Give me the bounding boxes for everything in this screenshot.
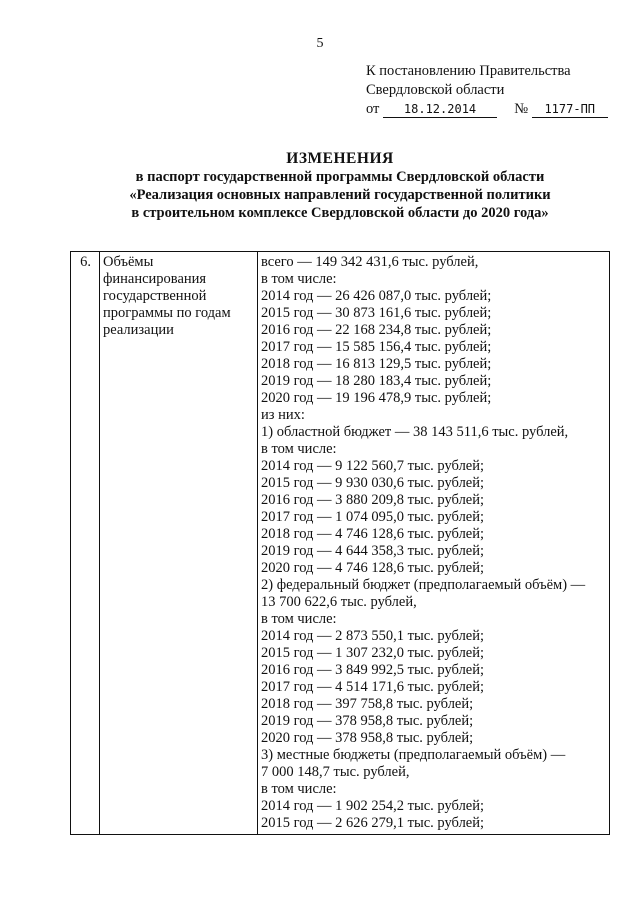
annex-from-label: от	[366, 101, 380, 117]
annex-number-label: №	[514, 101, 529, 117]
heading-line-1: в паспорт государственной программы Свердловской области	[135, 169, 545, 185]
funding-line: 2020 год — 4 746 128,6 тыс. рублей;	[261, 560, 485, 576]
funding-line: 2015 год — 9 930 030,6 тыс. рублей;	[261, 475, 485, 491]
funding-line: 2015 год — 2 626 279,1 тыс. рублей;	[261, 815, 485, 831]
funding-line: из них:	[261, 407, 305, 423]
row-values-cell	[258, 252, 610, 835]
funding-line: 2014 год — 26 426 087,0 тыс. рублей;	[261, 288, 492, 304]
table-row	[71, 252, 610, 835]
funding-line: в том числе:	[261, 781, 337, 797]
funding-line: 2016 год — 22 168 234,8 тыс. рублей;	[261, 322, 492, 338]
funding-line: 2019 год — 378 958,8 тыс. рублей;	[261, 713, 474, 729]
funding-line: 7 000 148,7 тыс. рублей,	[261, 764, 410, 780]
funding-line: 2017 год — 4 514 171,6 тыс. рублей;	[261, 679, 485, 695]
heading-line-3: в строительном комплексе Свердловской области до 2020 года»	[131, 205, 549, 221]
funding-line: в том числе:	[261, 611, 337, 627]
annex-date-line	[366, 100, 608, 119]
heading-title: ИЗМЕНЕНИЯ	[286, 150, 394, 167]
funding-line: 2018 год — 397 758,8 тыс. рублей;	[261, 696, 474, 712]
funding-line: в том числе:	[261, 441, 337, 457]
funding-line: 2015 год — 1 307 232,0 тыс. рублей;	[261, 645, 485, 661]
heading-line-2: «Реализация основных направлений государственной политики	[129, 187, 551, 203]
funding-line: 2014 год — 1 902 254,2 тыс. рублей;	[261, 798, 485, 814]
funding-line: в том числе:	[261, 271, 337, 287]
annex-line-1: К постановлению Правительства	[366, 63, 571, 79]
funding-line: 2017 год — 15 585 156,4 тыс. рублей;	[261, 339, 492, 355]
funding-line: 13 700 622,6 тыс. рублей,	[261, 594, 417, 610]
document-heading	[60, 150, 620, 222]
row-number-cell: 6.	[71, 252, 100, 835]
funding-line: 2) федеральный бюджет (предполагаемый объём) —	[261, 577, 586, 593]
funding-line: всего — 149 342 431,6 тыс. рублей,	[261, 254, 479, 270]
funding-line: 2019 год — 18 280 183,4 тыс. рублей;	[261, 373, 492, 389]
annex-number: 1177-ПП	[532, 102, 608, 118]
funding-line: 2020 год — 19 196 478,9 тыс. рублей;	[261, 390, 492, 406]
funding-line: 2017 год — 1 074 095,0 тыс. рублей;	[261, 509, 485, 525]
funding-line: 3) местные бюджеты (предполагаемый объём) —	[261, 747, 566, 763]
funding-line: 2014 год — 2 873 550,1 тыс. рублей;	[261, 628, 485, 644]
page-number: 5	[316, 36, 324, 51]
row-name-cell: Объёмы финансирования государственной программы по годам реализации	[100, 252, 258, 835]
funding-line: 2018 год — 16 813 129,5 тыс. рублей;	[261, 356, 492, 372]
funding-line: 2014 год — 9 122 560,7 тыс. рублей;	[261, 458, 485, 474]
funding-line: 2019 год — 4 644 358,3 тыс. рублей;	[261, 543, 485, 559]
funding-line: 2020 год — 378 958,8 тыс. рублей;	[261, 730, 474, 746]
annex-block	[366, 62, 608, 119]
funding-line: 2016 год — 3 880 209,8 тыс. рублей;	[261, 492, 485, 508]
annex-line-2: Свердловской области	[366, 82, 505, 98]
funding-line: 2018 год — 4 746 128,6 тыс. рублей;	[261, 526, 485, 542]
funding-line: 1) областной бюджет — 38 143 511,6 тыс. рублей,	[261, 424, 569, 440]
funding-line: 2016 год — 3 849 992,5 тыс. рублей;	[261, 662, 485, 678]
funding-line: 2015 год — 30 873 161,6 тыс. рублей;	[261, 305, 492, 321]
annex-date: 18.12.2014	[383, 102, 497, 118]
passport-table	[70, 251, 610, 835]
